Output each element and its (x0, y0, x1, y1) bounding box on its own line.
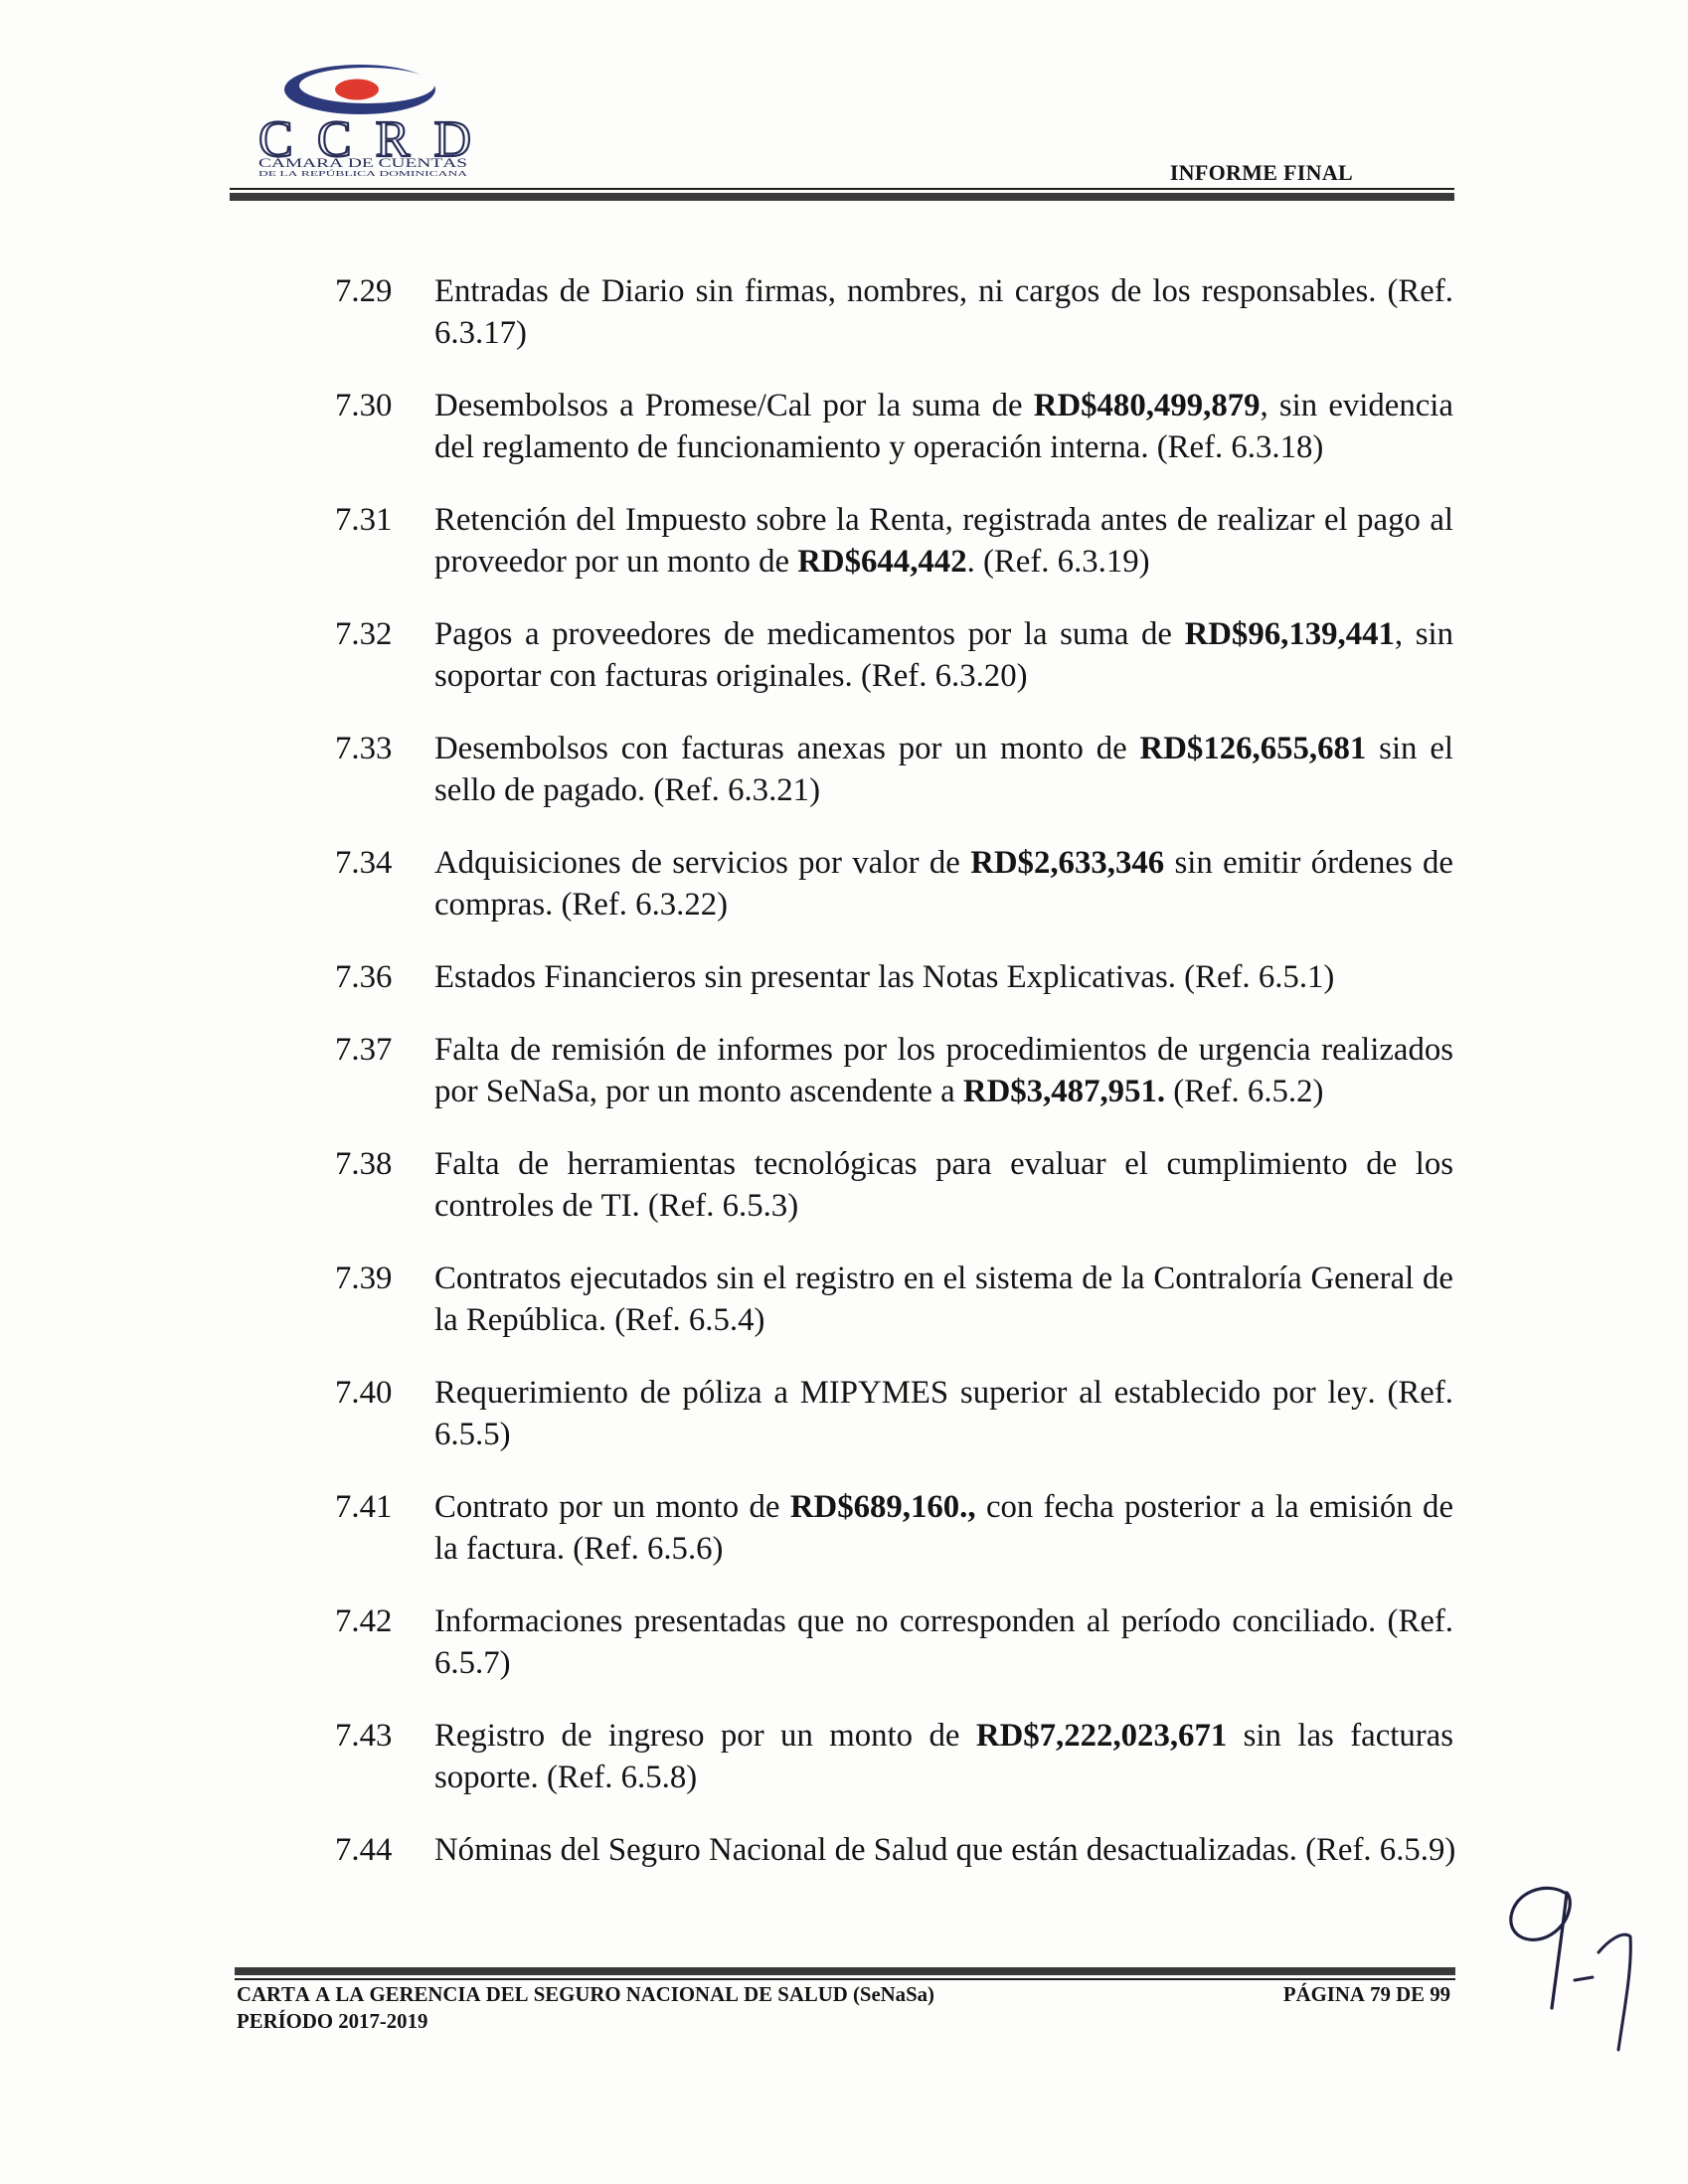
finding-text (434, 1829, 1456, 1871)
finding-number: 7.41 (335, 1489, 393, 1525)
finding-amount: RD$480,499,879 (1033, 388, 1261, 423)
finding-number: 7.39 (335, 1260, 393, 1296)
finding-text (434, 1600, 1453, 1684)
finding-item-7-38 (0, 1143, 1688, 1227)
document-title: INFORME FINAL (1169, 160, 1353, 185)
finding-item-7-42 (0, 1600, 1688, 1684)
finding-text-body: Informaciones presentadas que no corresponden al período conciliado. (Ref. 6.5.7) (434, 1603, 1453, 1681)
finding-number: 7.36 (335, 959, 393, 995)
finding-text (434, 842, 1453, 925)
finding-amount: RD$644,442 (797, 544, 967, 580)
finding-text-before: Registro de ingreso por un monto de (434, 1718, 976, 1754)
finding-text-after: sin el sello de pagado. (Ref. 6.3.21) (434, 731, 1453, 808)
finding-number: 7.42 (335, 1603, 393, 1639)
finding-item-7-34 (0, 842, 1688, 925)
finding-item-7-43 (0, 1715, 1688, 1798)
finding-text-after: . (Ref. 6.3.19) (966, 544, 1150, 580)
finding-text-body: Estados Financieros sin presentar las Notas Explicativas. (Ref. 6.5.1) (434, 959, 1335, 995)
finding-text (434, 1143, 1453, 1227)
finding-number: 7.30 (335, 388, 393, 423)
finding-text-after: (Ref. 6.5.2) (1165, 1074, 1324, 1109)
finding-text-body: Entradas de Diario sin firmas, nombres, ni cargos de los responsables. (Ref. 6.3.17) (434, 273, 1453, 351)
header-rule-thick (230, 193, 1454, 201)
finding-number: 7.43 (335, 1718, 393, 1754)
finding-amount: RD$3,487,951. (962, 1074, 1166, 1109)
finding-text-before: Falta de remisión de informes por los procedimientos de urgencia realizados por SeNaSa, por un monto ascendente a (434, 1032, 1453, 1109)
finding-text (434, 1372, 1453, 1455)
finding-amount: RD$2,633,346 (970, 845, 1165, 881)
finding-number: 7.38 (335, 1146, 393, 1182)
logo-line2: DE LA REPÚBLICA DOMINICANA (258, 169, 375, 178)
finding-text (434, 385, 1453, 468)
finding-text (434, 728, 1453, 811)
finding-text-before: Pagos a proveedores de medicamentos por la suma de (434, 616, 1185, 652)
finding-number: 7.31 (335, 502, 393, 538)
finding-number: 7.37 (335, 1032, 393, 1068)
finding-text-before: Contrato por un monto de (434, 1489, 790, 1525)
logo-line1: CÁMARA DE CUENTAS (258, 155, 467, 170)
finding-number: 7.29 (335, 273, 393, 309)
finding-text-body: Contratos ejecutados sin el registro en el sistema de la Contraloría General de la República. (Ref. 6.5.4) (434, 1260, 1453, 1338)
finding-text-before: Retención del Impuesto sobre la Renta, registrada antes de realizar el pago al proveedor por un monto de (434, 502, 1453, 580)
finding-item-7-39 (0, 1258, 1688, 1341)
finding-text-body: Falta de herramientas tecnológicas para evaluar el cumplimiento de los controles de TI. (Ref. 6.5.3) (434, 1146, 1453, 1224)
finding-number: 7.40 (335, 1375, 393, 1411)
footer-info (237, 1981, 934, 2035)
page-number: PÁGINA 79 DE 99 (1282, 1983, 1450, 2006)
finding-item-7-29 (0, 270, 1688, 354)
finding-text-before: Desembolsos a Promese/Cal por la suma de (434, 388, 1034, 423)
ccrd-logo (249, 55, 487, 184)
finding-text-body: Nóminas del Seguro Nacional de Salud que están desactualizadas. (Ref. 6.5.9) (434, 1832, 1456, 1868)
finding-item-7-33 (0, 728, 1688, 811)
finding-text (434, 956, 1453, 998)
finding-text (434, 1029, 1453, 1112)
finding-text (434, 1715, 1453, 1798)
finding-text (434, 270, 1453, 354)
finding-text-after: sin emitir órdenes de compras. (Ref. 6.3.22) (434, 845, 1453, 923)
handwritten-initials (1491, 1879, 1650, 2063)
findings-list (0, 270, 1688, 1902)
finding-text-before: Desembolsos con facturas anexas por un monto de (434, 731, 1140, 766)
finding-text-after: , sin soportar con facturas originales. (Ref. 6.3.20) (434, 616, 1453, 694)
finding-text-after: , sin evidencia del reglamento de funcionamiento y operación interna. (Ref. 6.3.18) (434, 388, 1453, 465)
footer-rule-thick (235, 1967, 1455, 1975)
logo-orbit-icon (284, 64, 435, 114)
finding-text (434, 613, 1453, 697)
footer-rule-thin (235, 1978, 1455, 1980)
finding-text-before: Adquisiciones de servicios por valor de (434, 845, 971, 881)
finding-amount: RD$96,139,441 (1184, 616, 1395, 652)
finding-text (434, 1486, 1453, 1570)
finding-amount: RD$7,222,023,671 (975, 1718, 1228, 1754)
finding-item-7-44 (0, 1829, 1688, 1871)
footer-period: PERÍODO 2017-2019 (237, 2010, 428, 2033)
finding-number: 7.34 (335, 845, 393, 881)
finding-item-7-30 (0, 385, 1688, 468)
finding-item-7-41 (0, 1486, 1688, 1570)
finding-text (434, 499, 1453, 583)
finding-amount: RD$126,655,681 (1139, 731, 1367, 766)
finding-item-7-36 (0, 956, 1688, 998)
finding-number: 7.44 (335, 1832, 393, 1868)
logo-acronym: CCRD (258, 111, 471, 168)
finding-item-7-37 (0, 1029, 1688, 1112)
finding-number: 7.33 (335, 731, 393, 766)
finding-text-after: con fecha posterior a la emisión de la factura. (Ref. 6.5.6) (434, 1489, 1454, 1567)
footer-title: CARTA A LA GERENCIA DEL SEGURO NACIONAL DE SALUD (SeNaSa) (237, 1983, 934, 2006)
header-rule-thin (230, 188, 1454, 190)
finding-text-after: sin las facturas soporte. (Ref. 6.5.8) (434, 1718, 1454, 1795)
finding-amount: RD$689,160., (789, 1489, 976, 1525)
finding-item-7-40 (0, 1372, 1688, 1455)
finding-number: 7.32 (335, 616, 393, 652)
finding-text-body: Requerimiento de póliza a MIPYMES superior al establecido por ley. (Ref. 6.5.5) (434, 1375, 1453, 1452)
finding-item-7-31 (0, 499, 1688, 583)
finding-text (434, 1258, 1453, 1341)
finding-item-7-32 (0, 613, 1688, 697)
